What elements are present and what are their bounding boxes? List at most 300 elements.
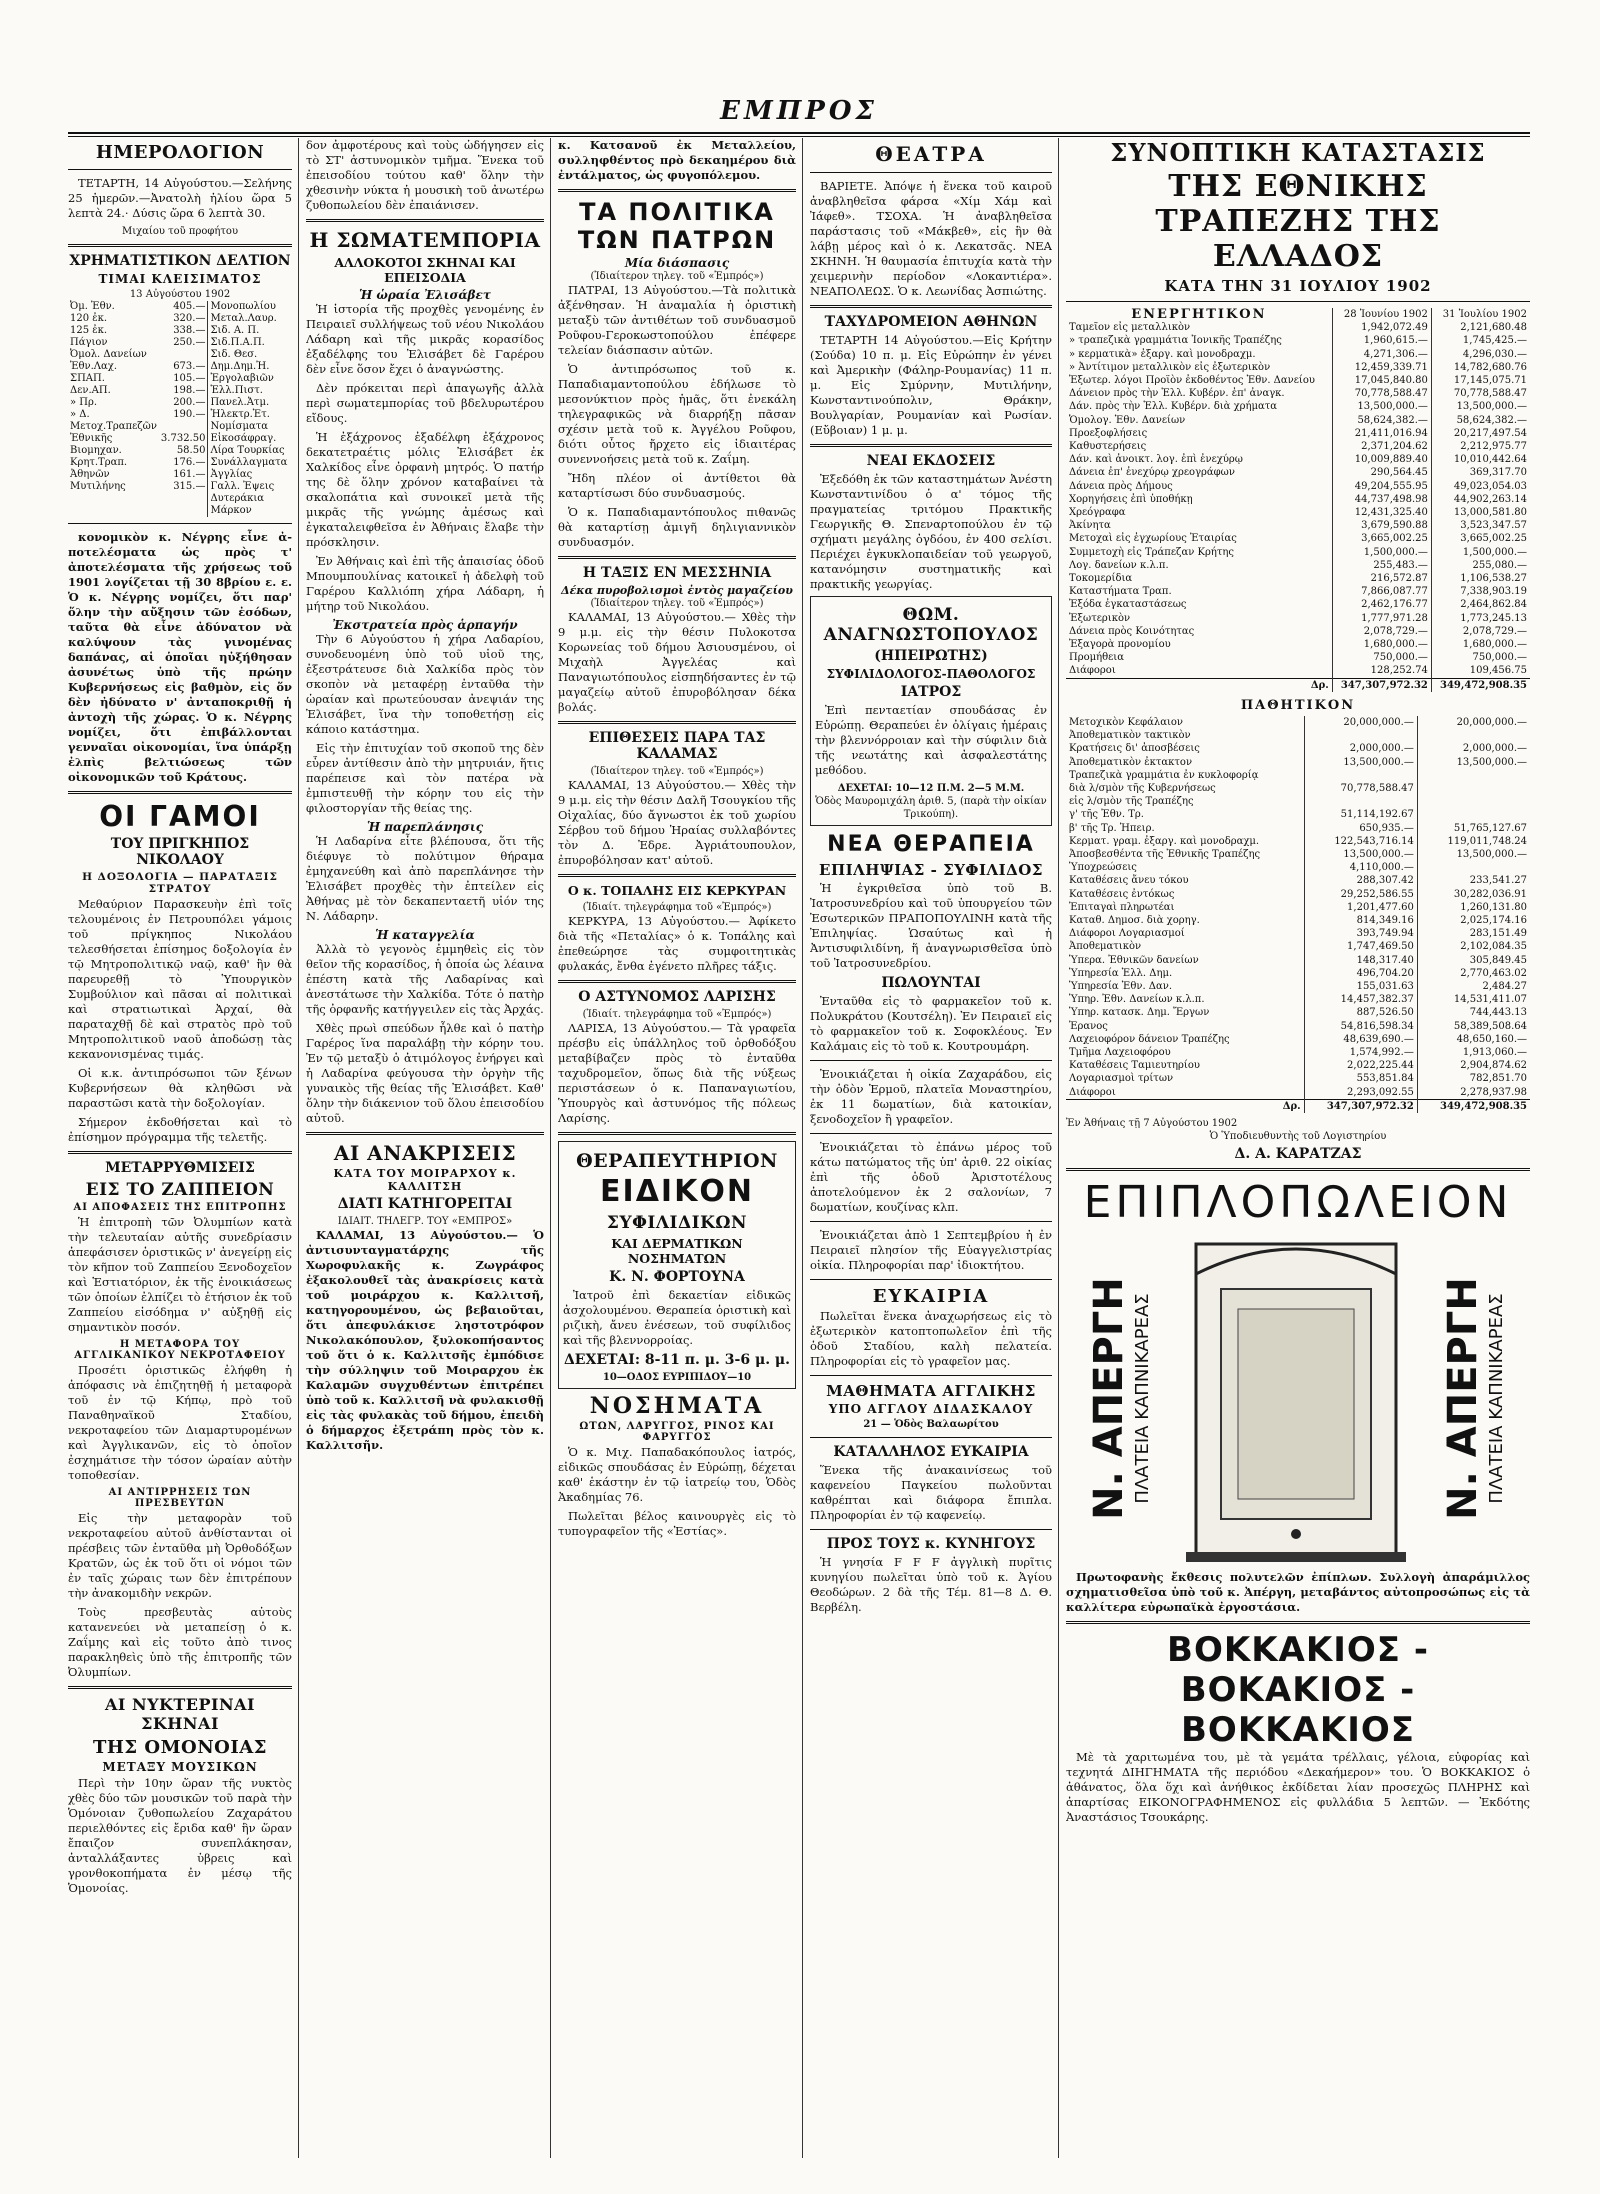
- column-divider: [802, 138, 803, 2158]
- bank-row-value: 13,500,000.—: [1417, 848, 1530, 861]
- bank-row-value: 750,000.—: [1431, 651, 1530, 664]
- bank-total-label: Δρ.: [1066, 1099, 1304, 1113]
- rate-value: [289, 325, 292, 337]
- wardrobe-illustration: [1176, 1234, 1416, 1564]
- divider: [810, 305, 1052, 308]
- ad-subtitle: ΠΩΛΟΥΝΤΑΙ: [881, 975, 981, 991]
- bank-row-label: εἰς λ/σμὸν τῆς Τραπέζης: [1069, 796, 1194, 808]
- ad-subtitle: ΕΙΔΙΚΟΝ: [600, 1174, 754, 1209]
- bank-row-value: 14,531,411.07: [1417, 993, 1530, 1006]
- bank-row-label: Συμμετοχὴ εἰς Τράπεζαν Κρήτης: [1069, 546, 1234, 558]
- bank-row-value: 2,078,729.—: [1431, 625, 1530, 638]
- bank-row-value: 70,778,588.47: [1304, 782, 1417, 795]
- bank-total-row: [1066, 1099, 1530, 1113]
- rate-label: Πανελ.Ἀτμ.: [208, 397, 289, 409]
- bank-row-value: 3,665,002.25: [1431, 532, 1530, 545]
- bank-row-label: Ἀποθεματικὸν ἐκτακτον: [1069, 756, 1193, 768]
- article-text: Ἡ ἱστορία τῆς προχθὲς γενομένης ἐν Πειραιεῖ συλλήψεως τοῦ νέου Νικολάου Λάδαρη καὶ τῆς μικρᾶς κορασίδος ἐξαδέλφης του Ἐλισάβετ δὲ Γαρέρου δὲν εἶνε ὅσον ἔχει ὁ ἀναγνώστης.: [306, 302, 544, 376]
- bank-row: [1066, 888, 1530, 901]
- bank-row-value: 109,456.75: [1431, 664, 1530, 678]
- rate-label: Λίρα Τουρκίας: [208, 445, 289, 457]
- rate-value: [159, 421, 208, 433]
- bank-row-value: 2,484.27: [1417, 980, 1530, 993]
- rate-label: 120 ἐκ.: [70, 313, 108, 324]
- rate-label: Νομίσματα: [208, 421, 289, 433]
- bank-row-label: Ἀποθεματικὸν: [1069, 941, 1142, 953]
- ad-text: Μὲ τὰ χαριτωμένα του, μὲ τὰ γεμάτα τρέλλαις, γέλοια, εὐφορίας καὶ τεχνητά ΔΙΗΓΗΜΑΤΑ τῆς περιόδου «Δεκαήμερον» του. Ὁ ΒΟΚΚΑΚΙΟΣ ὁ ἀθάνατος, ὅλα ὅχι καὶ ἀνήθικος ἐκδίδεται λίαν προσεχῶς ΠΛΗΡΗΣ καὶ ἀπαρτίσας ΕΙΚΟΝΟΓΡΑΦΗΜΕΝΟΣ εἰς φυλλάδια 5 λεπτῶν. — Ἐκδότης Ἀναστάσιος Τσουκάρης.: [1066, 1749, 1530, 1824]
- rate-value: [289, 469, 292, 481]
- divider: [306, 219, 544, 222]
- ad-text: Πωλεῖται βέλος καινουργὲς εἰς τὸ τυπογραφεῖον τῆς «Ἑστίας».: [558, 1509, 796, 1538]
- bank-row-value: 51,765,127.67: [1417, 822, 1530, 835]
- bank-row-value: 122,543,716.14: [1304, 835, 1417, 848]
- bank-row-label: Προμήθεια: [1069, 652, 1124, 664]
- divider: [558, 556, 796, 559]
- bank-row-label: Κερματ. γραμ. ἐξαργ. καὶ μονοδραχμ.: [1069, 835, 1260, 847]
- bank-row-value: 51,114,192.67: [1304, 808, 1417, 821]
- rate-label: [68, 505, 159, 517]
- rate-row: [68, 373, 292, 385]
- rate-label: Συνάλλαγματα: [208, 457, 289, 469]
- divider: [68, 1686, 292, 1689]
- rate-value: [159, 493, 208, 505]
- ad-text: Ἰατροῦ ἐπὶ δεκαετίαν εἰδικῶς ἀσχολουμένου. Θεραπεία ὁριστικὴ καὶ ριζικὴ, ἄνευ ἐνέσεων, τοῦ συφίλιδος καὶ τῆς βλεννορροίας.: [563, 1288, 791, 1347]
- bank-row: [1066, 598, 1530, 611]
- bank-row: [1066, 466, 1530, 479]
- bank-row-label: Ἀκίνητα: [1069, 520, 1111, 532]
- ad-subtitle: ΚΑΙ ΔΕΡΜΑΤΙΚΩΝ ΝΟΣΗΜΑΤΩΝ: [611, 1236, 743, 1266]
- bank-row-label: Ταμεῖον εἰς μεταλλικὸν: [1069, 322, 1191, 334]
- headline-sub: ΤΟΥ ΠΡΙΓΚΗΠΟΣ ΝΙΚΟΛΑΟΥ: [110, 836, 250, 868]
- rate-row: [68, 301, 292, 313]
- rate-value: [289, 337, 292, 349]
- bank-row-value: 393,749.94: [1304, 927, 1417, 940]
- article-text: Ἐξεδόθη ἐκ τῶν καταστημάτων Ἀνέστη Κωνσταντινίδου ὁ α' τόμος τῆς πραγματείας τριτόμου Πρακτικῆς Γεωργικῆς Θ. Σπεναρτοπούλου ἐν τῷ σχήματι μεγάλης ὀγδόου, ἐν 400 σελίσι. Περιέχει ἐγκυκλοπαιδείαν τοῦ γεωργοῦ, κατανόμησιν συστηματικῆς καὶ πρακτικῆς γεωργίας.: [810, 472, 1052, 591]
- divider: [1066, 301, 1530, 302]
- headline-theatres: ΘΕΑΤΡΑ: [875, 142, 987, 166]
- rate-value: 250.—: [173, 337, 206, 348]
- bank-row: [1066, 334, 1530, 347]
- telegram-tag: (Ἰδιαίτερον τηλεγ. τοῦ «Ἐμπρός»): [590, 766, 764, 777]
- rate-value: 3.732.50: [160, 433, 206, 444]
- ad-text: Πρωτοφανὴς ἔκθεσις πολυτελῶν ἐπίπλων. Συλλογὴ ἀπαράμιλλος σχηματισθεῖσα ὑπὸ τοῦ κ. Ἀπέργη, μεταβάντος αὐτοπροσώπως εἰς τὰ καλλίτερα εὐρωπαϊκὰ ἐργοστάσια.: [1066, 1569, 1530, 1614]
- bank-row-value: 155,031.63: [1304, 980, 1417, 993]
- bank-row-label: Ὑπηρ. Ἐθν. Δανείων κ.λ.π.: [1069, 994, 1205, 1006]
- telegram-tag: ΙΔΙΑΙΤ. ΤΗΛΕΓΡ. ΤΟΥ «ΕΜΠΡΟΣ»: [337, 1216, 513, 1227]
- ad-subtitle: ΕΠΙΛΗΨΙΑΣ - ΣΥΦΙΛΙΔΟΣ: [819, 861, 1043, 879]
- bank-row: [1066, 756, 1530, 769]
- article-text: κονομικὸν κ. Νέγρης εἶνε ἀ-ποτελέσματα ὡς πρὸς τ' ἀποτελέσματα τῆς χρήσεως τοῦ 1901 λογίζεται τῇ 30 8βρίου ε. ε. Ὁ κ. Νέγρης νομίζει, ὅτι παρ' ὅλην τὴν αὔξησιν τῶν ἐσόδων, ταῦτα θὰ εἶνε ἀδύνατον νὰ καλύψουν τὰς γινομένας δαπάνας, αἱ ὁποῖαι ηὐξήθησαν ἀσυνέτως ὑπὸ τῆς πρώην Κυβερνήσεως εἰς βαθμὸν, εἰς ὅν δὲν ἠδύνατο ν' ἀνταποκριθῇ ἡ ἀντοχὴ τῆς χώρας. Ὁ κ. Νέγρης νομίζει, ὅτι ἐπιβάλλονται γενναῖαι οἰκονομίαι, ἵνα ὑπάρξῃ ἐλπὶς βελτιώσεως τῶν οἰκονομικῶν τοῦ Κράτους.: [68, 530, 292, 784]
- article-text: ΠΑΤΡΑΙ, 13 Αὐγούστου.—Τὰ πολιτικὰ ἀξένθησαν. Ἡ ἀναμαλία ἡ ὁριστικὴ μεταξὺ τῶν ἀντιθέτων τοῦ συνδυασμοῦ Ροῦφου-Γεροκωστοπούλου ἐπέφερε τελείαν διάσπασιν αὐτῶν.: [558, 283, 796, 357]
- bank-row-label: Λογ. δανείων κ.λ.π.: [1069, 559, 1169, 571]
- rate-value: [289, 493, 292, 505]
- bank-row-label: Μετοχαὶ εἰς ἐγχωρίους Ἐταιρίας: [1069, 533, 1237, 545]
- bank-row-value: 17,045,840.80: [1332, 374, 1431, 387]
- telegram-tag: (Ἰδιαίτ. τηλεγράφημα τοῦ «Ἐμπρός»): [582, 902, 772, 913]
- rate-label: Εἰκοσάφραγ.: [208, 433, 289, 445]
- bank-row-value: 496,704.20: [1304, 967, 1417, 980]
- rate-value: [159, 349, 208, 361]
- bank-sign-role: Ὁ Ὑποδιευθυντὴς τοῦ Λογιστηρίου: [1209, 1130, 1387, 1142]
- bank-row-value: 70,778,588.47: [1332, 387, 1431, 400]
- rate-value: 105.—: [173, 373, 206, 384]
- bank-total-value: 349,472,908.35: [1417, 1099, 1530, 1113]
- article-text: ΒΑΡΙΕΤΕ. Ἀπόψε ἡ ἕνεκα τοῦ καιροῦ ἀναβληθεῖσα φάρσα «Χίμ Χάμ καὶ Ἰάφεθ». ΤΣΟΧΑ. Ἡ ἀναβληθεῖσα παράστασις τοῦ «Μάκβεθ», εἰς ἣν θὰ λάβῃ μέρος καὶ ὁ κ. Λεκατσᾶς. ΝΕΑ ΣΚΗΝΗ. Ἡ θαυμασία ἐπιτυχία κατὰ τὴν χειμερινὴν περίοδον «Λοκαντιέρα». ΝΕΑΠΟΛΕΩΣ. Ὁ κ. Λεωνίδας Ἀσπιώτης.: [810, 179, 1052, 298]
- article-text: ΚΕΡΚΥΡΑ, 13 Αὐγούστου.— Ἀφίκετο διὰ τῆς «Πεταλίας» ὁ κ. Τοπάλης καὶ ἐπεθεώρησε τὰς συμφοιτητικὰς φυλακάς, ἔνθα ἐγένετο πλῆρες τάξις.: [558, 914, 796, 973]
- article-text: ΚΑΛΑΜΑΙ, 13 Αὐγούστου.— Χθὲς τὴν 9 μ.μ. εἰς τὴν θέσιν Δαλῆ Τσουγκίου τῆς Οἰχαλίας, δύο ἄγνωστοι ἐκ τοῦ χωρίου Σέρβου τοῦ δήμου Ἡραίας συλλαβόντες τὸν Δ. Ἐδρε. Ἀγριάτουπουλον, ἐπυροβόλησαν κατ' αὐτοῦ.: [558, 778, 796, 867]
- divider: [810, 1375, 1052, 1376]
- bank-row-value: 20,000,000.—: [1417, 716, 1530, 729]
- rate-label: » Πρ.: [70, 397, 98, 408]
- bank-row: [1066, 348, 1530, 361]
- rate-label: Ἀγγλίας: [208, 469, 289, 481]
- bank-row: [1066, 427, 1530, 440]
- bank-row-value: 4,110,000.—: [1304, 861, 1417, 874]
- bank-row: [1066, 848, 1530, 861]
- article-text: ΤΕΤΑΡΤΗ 14 Αὐγούστου.—Εἰς Κρήτην (Σούδα) 10 π. μ. Εἰς Εὐρώπην ἐν γένει καὶ Ἀμερικὴν (Φάληρ-Ρουμανίας) 11 π. μ. Εἰς Σμύρνην, Μυτιλήνην, Κωνσταντινούπολιν, Θράκην, Βουλγαρίαν, Ρουμανίαν καὶ Ρωσίαν. (Εὔβοιαν) 1 μ. μ.: [810, 333, 1052, 437]
- article-text: Ἀλλὰ τὸ γεγονὸς ἐμμηθεὶς εἰς τὸν θεῖον τῆς κορασίδος, ἡ ὁποία ὡς λέαινα ἐπέστη κατὰ τῆς Λαδαρίνας καὶ ἀνεστάτωσε τὴν Χαλκίδα. Τότε ὁ πατὴρ τῆς ὀρφανῆς κατήγγειλεν εἰς τὰς Ἀρχάς.: [306, 942, 544, 1016]
- bank-row-value: 2,464,862.84: [1431, 598, 1530, 611]
- headline-kerkyra: Ο κ. ΤΟΠΑΛΗΣ ΕΙΣ ΚΕΡΚΥΡΑΝ: [567, 883, 787, 898]
- bank-row-value: 288,307.42: [1304, 874, 1417, 887]
- bank-row-value: 782,851.70: [1417, 1072, 1530, 1085]
- bank-row-value: 54,816,598.34: [1304, 1020, 1417, 1033]
- rate-label: Ἠλεκτρ.Ἑτ.: [208, 409, 289, 421]
- headline-messinia: Η ΤΑΞΙΣ ΕΝ ΜΕΣΣΗΝΙΑ: [582, 565, 772, 581]
- headline-patras-politics: ΤΑ ΠΟΛΙΤΙΚΑ ΤΩΝ ΠΑΤΡΩΝ: [577, 198, 777, 254]
- bank-row-label: Μετοχικὸν Κεφάλαιον: [1069, 716, 1183, 728]
- bank-row-label: Ὑπερα. Ἐθνικῶν δανείων: [1069, 954, 1199, 966]
- bank-row-value: 17,145,075.71: [1431, 374, 1530, 387]
- bank-row: [1066, 361, 1530, 374]
- rate-label: [68, 493, 159, 505]
- bank-row-value: 20,217,497.54: [1431, 427, 1530, 440]
- headline-sub2: ΜΕΤΑΞΥ ΜΟΥΣΙΚΩΝ: [102, 1760, 258, 1774]
- bank-row-value: 887,526.50: [1304, 1006, 1417, 1019]
- bank-row-value: 44,737,498.98: [1332, 493, 1431, 506]
- bank-row-value: 49,204,555.95: [1332, 480, 1431, 493]
- telegram-tag: (Ἰδιαίτερον τηλεγ. τοῦ «Ἐμπρός»): [590, 271, 764, 282]
- rate-label: Μετοχ.Τραπεζῶν: [70, 421, 157, 432]
- headline-sub: ΑΙ ΑΠΟΦΑΣΕΙΣ ΤΗΣ ΕΠΙΤΡΟΠΗΣ: [73, 1202, 287, 1213]
- article-text: Ἡ ἐπιτροπὴ τῶν Ὀλυμπίων κατὰ τὴν τελευταίαν αὐτῆς συνεδρίασιν ἀπεφάσισεν ὁριστικῶς ν' ἀνεγείρῃ εἰς τὸν κῆπον τοῦ Ζαππείου Ξενοδοχεῖον καὶ Ἑστιατόριον, ἐκ τῆς ἐνοικιάσεως τῶν ὁποίων ἐλπίζει τὸ ἐτήσιον ἐκ τοῦ Ζαππείου εἰσόδημα ν' αὐξηθῇ εἰς σημαντικὸν ποσόν.: [68, 1215, 292, 1334]
- headline-zappeion: ΕΙΣ ΤΟ ΖΑΠΠΕΙΟΝ: [85, 1180, 275, 1200]
- bank-row-value: 3,523,347.57: [1431, 519, 1530, 532]
- article-text: Τὴν 6 Αὐγούστου ἡ χήρα Λαδαρίου, συνοδευομένη ὑπὸ τοῦ υἱοῦ της, ἐξεστράτευσε διὰ Χαλκίδα πρὸς τὸν σκοπὸν νὰ μεταφέρῃ ἐνταῦθα τὴν ὡραίαν καὶ πρωτεύουσαν ἀνεψιάν της Ἐλισάβετ, ἵνα τὴν τοποθετήσῃ εἰς κάποιο κατάστημα.: [306, 632, 544, 736]
- rate-label: » Δ.: [70, 409, 90, 420]
- bank-row: [1066, 729, 1530, 742]
- calendar-saint: Μιχαίου τοῦ προφήτου: [121, 226, 239, 237]
- rate-value: 320.—: [173, 313, 206, 324]
- bank-row-label: Διάφοροι: [1069, 1086, 1116, 1098]
- divider: [68, 1151, 292, 1154]
- ad-text: Ὁ κ. Μιχ. Παπαδακόπουλος ἰατρός, εἰδικῶς σπουδάσας ἐν Εὐρώπῃ, δέχεται καθ' ἑκάστην ἐν τῷ ἰατρείῳ του, Ὁδὸς Ἀκαδημίας 76.: [558, 1445, 796, 1504]
- rate-label: 125 ἐκ.: [70, 325, 108, 336]
- market-subtitle: ΤΙΜΑΙ ΚΛΕΙΣΙΜΑΤΟΣ: [98, 272, 262, 286]
- column-header-july: 31 Ἰουλίου 1902: [1431, 308, 1530, 321]
- bank-row-value: [1304, 795, 1417, 808]
- rate-row: [68, 385, 292, 397]
- bank-row-value: 1,201,477.60: [1304, 901, 1417, 914]
- newspaper-page: [68, 96, 1530, 2166]
- bank-row-value: 13,500,000.—: [1304, 756, 1417, 769]
- bank-row-value: 14,782,680.76: [1431, 361, 1530, 374]
- rate-label: Ἑλλ.Πιστ.: [208, 385, 289, 397]
- bank-row-value: 2,770,463.02: [1417, 967, 1530, 980]
- rate-label: Ἐργολαβιῶν: [208, 373, 289, 385]
- ad-name-right: Ν. ΑΠΕΡΓΗ: [1439, 1277, 1486, 1521]
- bank-row-value: 20,000,000.—: [1304, 716, 1417, 729]
- bank-row-label: Καταθέσεις Ταμιευτηρίου: [1069, 1060, 1200, 1072]
- bank-row: [1066, 967, 1530, 980]
- bank-row-value: 305,849.45: [1417, 954, 1530, 967]
- rate-value: [289, 361, 292, 373]
- bank-row-label: Καθυστερήσεις: [1069, 441, 1147, 453]
- bank-row: [1066, 716, 1530, 729]
- bank-row-value: 58,389,508.64: [1417, 1020, 1530, 1033]
- headline-sub: ΤΗΣ ΟΜΟΝΟΙΑΣ: [93, 1737, 267, 1758]
- bank-row-label: Ἐρανος: [1069, 1020, 1108, 1032]
- bank-row-value: 13,500,000.—: [1304, 848, 1417, 861]
- divider: [810, 1529, 1052, 1530]
- bank-row-label: » τραπεζικὰ γραμμάτια Ἰονικῆς Τραπέζης: [1069, 335, 1282, 347]
- bank-row-label: Δάνειον πρὸς τὴν Ἑλλ. Κυβέρν. ἐπ' ἀναγκ.: [1069, 388, 1285, 400]
- bank-row-label: β' τῆς Τρ. Ἠπειρ.: [1069, 822, 1155, 834]
- bank-row-value: 1,260,131.80: [1417, 901, 1530, 914]
- divider: [558, 721, 796, 724]
- bank-row-value: 12,431,325.40: [1332, 506, 1431, 519]
- divider: [68, 244, 292, 247]
- bank-row: [1066, 480, 1530, 493]
- bank-row: [1066, 940, 1530, 953]
- bank-row-value: 216,572.87: [1332, 572, 1431, 585]
- bank-row-label: Δάνεια πρὸς Δήμους: [1069, 480, 1173, 492]
- ad-subtitle: ΣΥΦΙΛΙΔΙΚΩΝ: [606, 1213, 748, 1233]
- article-text: Μεθαύριον Παρασκευὴν ἐπὶ τοῖς τελουμένοις ἐν Πετρουπόλει γάμοις τοῦ πρίγκηπος Νικολάου τελεσθήσεται ἐπίσημος δοξολογία ἐν τῷ Μητροπολιτικῷ ναῷ, καθ' ἣν θὰ παρευρεθῇ τὸ Ὑπουργικὸν Συμβούλιον καὶ πᾶσαι αἱ πολιτικαὶ καὶ στρατιωτικαὶ Ἀρχαί, θὰ παραταχθῇ δὲ καὶ στρατὸς πρὸ τοῦ Μητροπολιτικοῦ ναοῦ ἀποδώσῃ τὰς κεκανονισμένας τιμάς.: [68, 897, 292, 1061]
- bank-row-label: γ' τῆς Ἐθν. Τρ.: [1069, 809, 1144, 821]
- bank-row-label: Καταστήματα Τραπ.: [1069, 586, 1172, 598]
- divider: [68, 169, 292, 170]
- bank-total-label: Δρ.: [1066, 678, 1332, 692]
- article-text: Ἡ Λαδαρίνα εἶτε βλέπουσα, ὅτι τῆς διέφυγε τὸ πολύτιμον θήραμα ἐμηχανεύθη καὶ ἀπὸ παρεπλάνησε τὴν Ἐλισάβετ προχθὲς τὴν ἐπτείλεν εἰς Ἀθήνας μὲ τὸν δεκαπενταετῆ υἱόν της Ν. Λάδαρην.: [306, 834, 544, 923]
- ad-title: ΕΥΚΑΙΡΙΑ: [872, 1286, 990, 1307]
- bank-row: [1066, 742, 1530, 755]
- bank-row-label: Ἐπιταγαὶ πληρωτέαι: [1069, 901, 1175, 913]
- bank-row-label: Δάνεια πρὸς Κοινότητας: [1069, 625, 1195, 637]
- ad-boccaccio-title: ΒΟΚΚΑΚΙΟΣ - ΒΟΚΑΚΙΟΣ - ΒΟΚΚΑΚΙΟΣ: [1167, 1629, 1429, 1750]
- article-text: Εἰς τὴν μεταφορὰν τοῦ νεκροταφείου αὐτοῦ ἀνθίστανται οἱ πρέσβεις τῶν ἐνταῦθα μὴ Ὀρθοδόξων Κρατῶν, ὡς ἐκ τοῦ ὅτι οἱ νόμοι τῶν ἐν ταῖς χώραις των δὲν ἐπιτρέπουν τὴν ἀνακομιδὴν νεκρῶν.: [68, 1511, 292, 1600]
- ad-title: ΝΟΣΗΜΑΤΑ: [589, 1393, 765, 1419]
- bank-row-label: Καταθ. Δημοσ. διὰ χορηγ.: [1069, 914, 1200, 926]
- ad-place-right: ΠΛΑΤΕΙΑ ΚΑΠΝΙΚΑΡΕΑΣ: [1485, 1293, 1507, 1505]
- bank-row-label: Καταθέσεις ἄνευ τόκου: [1069, 875, 1189, 887]
- bank-row-label: Λογαριασμοὶ τρίτων: [1069, 1073, 1174, 1085]
- rate-label: Δεν.ΑΠ.: [70, 385, 111, 396]
- bank-row-value: 148,317.40: [1304, 954, 1417, 967]
- bank-row-value: 1,960,615.—: [1332, 334, 1431, 347]
- rate-value: [289, 481, 292, 493]
- bank-row-value: 7,866,087.77: [1332, 585, 1431, 598]
- rate-value: [289, 409, 292, 421]
- column-divider: [298, 138, 299, 2158]
- column-4: [810, 138, 1052, 2158]
- classified-text: Ἐνοικιάζεται τὸ ἐπάνω μέρος τοῦ κάτω πατώματος τῆς ὑπ' ἀριθ. 22 οἰκίας ἐπὶ τῆς ὁδοῦ Ἀριστοτέλους ἀποτελούμενον ἐκ 2 σαλονίων, 7 δωματίων, κουζίνας κλπ.: [810, 1140, 1052, 1214]
- bank-row-label: Τραπεζικὰ γραμμάτια ἐν κυκλοφορίᾳ: [1069, 769, 1259, 781]
- rate-value: 161.—: [173, 469, 206, 480]
- bank-row: [1066, 374, 1530, 387]
- rate-label: Ὀμολ. Δανείων: [70, 349, 147, 360]
- rate-value: 200.—: [173, 397, 206, 408]
- rate-label: Δημ.Δημ.Ἠ.: [208, 361, 289, 373]
- rate-value: 176.—: [173, 457, 206, 468]
- ad-side-right: [1428, 1234, 1518, 1564]
- ad-title: ΘΩΜ. ΑΝΑΓΝΩΣΤΟΠΟΥΛΟΣ: [823, 605, 1039, 645]
- article-text: ΛΑΡΙΣΑ, 13 Αὐγούστου.— Τὰ γραφεῖα πρέσβυ εἰς ὑπάλληλος τοῦ ὀρθοδόξου μεταβίβαζεν πρὸς τὸ ἐνταῦθα ταχυδρομεῖον, ὅπως διὰ τῆς νύξεως περιστάσεων ὁ κ. Παπαναγιωτίου, Ὑπουργὸς καὶ ἀστυνόμος τῆς πόλεως Λαρίσης.: [558, 1021, 796, 1125]
- rate-value: 198.—: [173, 385, 206, 396]
- bank-row-label: Ὁμολογ. Ἐθν. Δανείων: [1069, 414, 1186, 426]
- bank-row-label: Διάφοροι: [1069, 665, 1116, 677]
- divider: [810, 172, 1052, 173]
- bank-row-value: 128,252.74: [1332, 664, 1431, 678]
- column-2: [306, 138, 544, 2158]
- article-text: Εἰς τὴν ἐπιτυχίαν τοῦ σκοποῦ της δὲν εὗρεν ἀντίθεσιν ἀπὸ τὴν μητρυιάν, ἥτις παρέπεισε καὶ τὸν πατέρα νὰ ἐμπιστευθῇ τὴν κόρην του εἰς τὴν φιλοστοργίαν τῆς θείας της.: [306, 741, 544, 815]
- rate-value: 315.—: [173, 481, 206, 492]
- bank-row-value: [1417, 769, 1530, 782]
- rate-label: Σιδ. Α. Π.: [208, 325, 289, 337]
- bank-row-value: 553,851.84: [1304, 1072, 1417, 1085]
- ad-subtitle: (ΗΠΕΙΡΩΤΗΣ): [874, 648, 988, 664]
- bank-row: [1066, 546, 1530, 559]
- ad-text: Ἕνεκα τῆς ἀνακαινίσεως τοῦ καφενείου Παγκείου πωλοῦνται καθρέπται καὶ διάφορα ἔπιπλα. Πληροφορίαι ἐν τῷ καφενείῳ.: [810, 1463, 1052, 1522]
- headline-sub: ΚΑΤΑ ΤΟΥ ΜΟΙΡΑΡΧΟΥ κ. ΚΑΛΛΙΤΣΗ: [333, 1167, 517, 1193]
- bank-row-value: 30,282,036.91: [1417, 888, 1530, 901]
- bank-row-value: 2,212,975.77: [1431, 440, 1530, 453]
- bank-row-label: Τοκομερίδια: [1069, 573, 1133, 585]
- rate-label: Ὀμ. Ἐθν.: [70, 301, 115, 312]
- ad-subtitle: ΩΤΩΝ, ΛΑΡΥΓΓΟΣ, ΡΙΝΟΣ ΚΑΙ ΦΑΡΥΓΓΟΣ: [579, 1421, 775, 1443]
- divider: [1066, 1168, 1530, 1171]
- bank-row-value: 4,271,306.—: [1332, 348, 1431, 361]
- bank-row-label: διὰ λ/σμὸν τῆς Κυβερνήσεως: [1069, 782, 1216, 794]
- rate-value: [289, 457, 292, 469]
- bank-row-label: Ἐξαγορὰ προνομίου: [1069, 639, 1171, 651]
- rate-label: ΣΠΑΠ.: [70, 373, 105, 384]
- bank-row: [1066, 440, 1530, 453]
- bank-row-value: 1,913,060.—: [1417, 1046, 1530, 1059]
- bank-row-value: 2,102,084.35: [1417, 940, 1530, 953]
- bank-row: [1066, 901, 1530, 914]
- bank-row: [1066, 651, 1530, 664]
- divider: [810, 444, 1052, 447]
- rate-label: Μάρκον: [208, 505, 289, 517]
- bank-row-value: 13,500,000.—: [1417, 756, 1530, 769]
- masthead-rule: [68, 132, 1530, 134]
- bank-sign-name: Δ. Α. ΚΑΡΑΤΖΑΣ: [1234, 1145, 1362, 1162]
- bank-row-value: 1,745,425.—: [1431, 334, 1530, 347]
- ad-text: Ἡ ἐγκριθεῖσα ὑπὸ τοῦ Β. Ἰατροσυνεδρίου καὶ τοῦ ὑπουργείου τῶν Ἐσωτερικῶν ΠΡΑΠΟΠΟΥΛΙΝΗ κατὰ τῆς Ἐπιληψίας. Ὡσαύτως καὶ ἡ Ἀντισυφιλιδίνη, ἥ ἀναγνωρισθεῖσα ὑπὸ τοῦ Ἰατροσυνεδρίου.: [810, 881, 1052, 970]
- bank-row-value: [1417, 782, 1530, 795]
- bank-row-label: Ὑπηρεσία Ἐθν. Δαν.: [1069, 980, 1173, 992]
- rate-row: [68, 457, 292, 469]
- article-text: ΚΑΛΑΜΑΙ, 13 Αὐγούστου.— Ὁ ἀντισυνταγματάρχης τῆς Χωροφυλακῆς κ. Ζωγράφος ἐξακολουθεῖ τὰς ἀνακρίσεις κατὰ τοῦ μοιράρχου κ. Καλλιτσῆ, κατηγορουμένου, ὡς βεβαιοῦται, ὅτι ἀπεφυλάκισε ληστοτρόφον Νικολακόπουλον, ξυλοκοπήσαντος τοῦ ὅτι ὁ κ. Καλλιτσῆς ἐμπόδισε τὴν σύλληψιν τοῦ Μοιραρχου ἐκ Καλαμῶν συγχυθέντων ἐπιτρέπει ὑπὸ τοῦ κ. Καλλιτσῆ νὰ φυλακισθῇ εἰς τὰς φυλακὰς τοῦ δήμου, ἐπειδὴ ὁ δήμαρχος ἐξετράπη πρὸς τὸν κ. Καλλιτσῆν.: [306, 1228, 544, 1452]
- bank-row: [1066, 861, 1530, 874]
- ad-doctor: Κ. Ν. ΦΟΡΤΟΥΝΑ: [609, 1269, 745, 1285]
- bank-row-value: 744,443.13: [1417, 1006, 1530, 1019]
- ad-title: ΝΕΑ ΘΕΡΑΠΕΙΑ: [827, 832, 1035, 857]
- rate-value: 190.—: [173, 409, 206, 420]
- bank-row: [1066, 835, 1530, 848]
- bank-row-value: 12,459,339.71: [1332, 361, 1431, 374]
- bank-row-value: 10,010,442.64: [1431, 453, 1530, 466]
- bank-row-value: 1,747,469.50: [1304, 940, 1417, 953]
- assets-heading: ΕΝΕΡΓΗΤΙΚΟΝ: [1131, 307, 1267, 322]
- headline-night-scenes: ΑΙ ΝΥΚΤΕΡΙΝΑΙ ΣΚΗΝΑΙ: [104, 1695, 256, 1733]
- bank-row-value: [1417, 795, 1530, 808]
- subheading: ΑΙ ΑΝΤΙΡΡΗΣΕΙΣ ΤΩΝ ΠΡΕΣΒΕΥΤΩΝ: [108, 1487, 252, 1509]
- bank-row-value: 2,000,000.—: [1417, 742, 1530, 755]
- bank-row-label: Ὑποχρεώσεις: [1069, 862, 1137, 874]
- rate-value: 338.—: [173, 325, 206, 336]
- rate-value: 405.—: [173, 301, 206, 312]
- ad-address: Ὁδὸς Μαυρομιχάλη ἀριθ. 5, (παρὰ τὴν οἰκίαν Τρικούπη).: [815, 796, 1047, 820]
- subheading: Ἡ παρεπλάνησις: [366, 820, 484, 834]
- rate-label: Ἀθηνῶν: [70, 469, 110, 480]
- bank-row-value: [1417, 729, 1530, 742]
- bank-row-value: 1,777,971.28: [1332, 612, 1431, 625]
- subheading: Ἡ ὡραία Ἐλισάβετ: [359, 288, 491, 302]
- bank-row-value: 4,296,030.—: [1431, 348, 1530, 361]
- bank-row-value: 2,278,937.98: [1417, 1086, 1530, 1100]
- bank-row-value: 48,650,160.—: [1417, 1033, 1530, 1046]
- bank-row: [1066, 822, 1530, 835]
- headline-sub2: ΔΙΑΤΙ ΚΑΤΗΓΟΡΕΙΤΑΙ: [337, 1196, 513, 1212]
- article-text: Ἡ ἐξάχρονος ἐξαδέλφη ἐξάχρονος δεκατετραέτις μόλις Ἐλισάβετ ἐκ Χαλκίδος εἶνε ὀρφανὴ μητρός. Ὁ πατήρ της δὲ ὅλην χρόνον καταβαίνει τὰ σκαλοπάτια καὶ συνοικεῖ μετὰ τῆς μικρᾶς τῆς γνώμης ἀμέσως καὶ ἐγκαταλειφθεῖσα ἐν Ἀθήναις ἔλαβε τὴν πρόσκλησιν.: [306, 430, 544, 549]
- bank-row-value: 14,457,382.37: [1304, 993, 1417, 1006]
- ad-title: ΜΑΘΗΜΑΤΑ ΑΓΓΛΙΚΗΣ: [826, 1382, 1036, 1400]
- rate-label: Ἐθνικῆς: [70, 433, 113, 444]
- column-header-june: 28 Ἰουνίου 1902: [1332, 308, 1431, 321]
- bank-row-label: Δάν. πρὸς τὴν Ἑλλ. Κυβέρν. διὰ χρήματα: [1069, 401, 1278, 413]
- bank-row: [1066, 453, 1530, 466]
- bank-row-value: [1304, 729, 1417, 742]
- ad-title: ΕΠΙΠΛΟΠΩΛΕΙΟΝ: [1083, 1176, 1513, 1228]
- bank-row-label: Δάνεια ἐπ' ἐνεχύρῳ χρεογράφων: [1069, 467, 1235, 479]
- bank-row-value: 21,411,016.94: [1332, 427, 1431, 440]
- bank-row-value: 2,293,092.55: [1304, 1086, 1417, 1100]
- rate-row: [68, 313, 292, 325]
- bank-row: [1066, 572, 1530, 585]
- ad-hours: ΔΕΧΕΤΑΙ: 10—12 Π.Μ. 2—5 Μ.Μ.: [837, 783, 1025, 794]
- bank-row-value: 58,624,382.—: [1431, 414, 1530, 427]
- divider: [558, 980, 796, 983]
- column-3: [558, 138, 796, 2158]
- divider: [810, 1060, 1052, 1061]
- headline-weddings: ΟΙ ΓΑΜΟΙ: [99, 800, 261, 833]
- market-title: ΧΡΗΜΑΤΙΣΤΙΚΟΝ ΔΕΛΤΙΟΝ: [69, 253, 291, 269]
- article-text: Σήμερον ἐκδοθήσεται καὶ τὸ ἐπίσημον πρόγραμμα τῆς τελετῆς.: [68, 1115, 292, 1144]
- divider: [306, 1132, 544, 1135]
- bank-row: [1066, 387, 1530, 400]
- telegram-tag: (Ἰδιαίτ. τηλεγράφημα τοῦ «Ἐμπρός»): [582, 1009, 772, 1020]
- divider: [1066, 1621, 1530, 1624]
- bank-row-value: 369,317.70: [1431, 466, 1530, 479]
- bank-row: [1066, 506, 1530, 519]
- ad-clinic: [558, 1141, 796, 1389]
- classified-text: Ἐνοικιάζεται ἀπὸ 1 Σεπτεμβρίου ἡ ἐν Πειραιεῖ πλησίον τῆς Εὐαγγελιστρίας οἰκία. Πληροφορίαι παρ' ἰδιοκτήτου.: [810, 1228, 1052, 1272]
- rate-label: Σιδ. Θεσ.: [208, 349, 289, 361]
- bank-row: [1066, 532, 1530, 545]
- ad-text: Ἐπὶ πενταετίαν σπουδάσας ἐν Εὐρώπῃ. Θεραπεύει ἐν ὀλίγαις ἡμέραις τὴν βλεννόρροιαν καὶ τὴν σύφιλιν διὰ τῆς νεωτάτης καὶ ἀσφαλεστάτης μεθόδου.: [815, 703, 1047, 777]
